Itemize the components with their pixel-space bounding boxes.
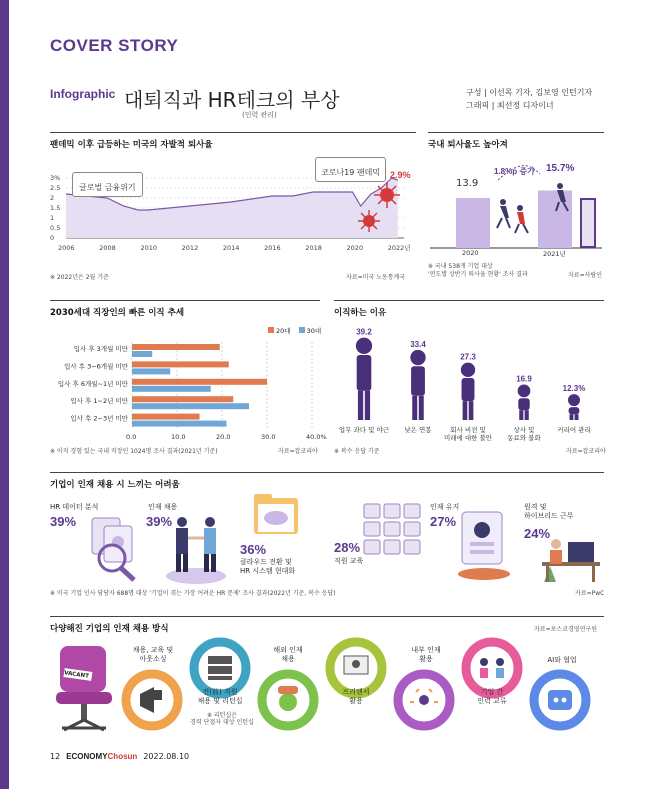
x-tick-label: 20.0 — [216, 433, 231, 441]
globe-chat-icon — [278, 686, 298, 711]
bar-20s — [132, 344, 220, 350]
bar-30s — [132, 403, 249, 409]
divider — [50, 472, 604, 473]
hr-item-pct: 24% — [524, 526, 551, 541]
y-tick-label: 0 — [50, 234, 55, 242]
panel4-note: ※ 복수 응답 기준 — [334, 448, 380, 455]
y-tick-label: 3% — [50, 174, 61, 182]
panel6-source: 자료=포스코경영연구원 — [534, 626, 597, 633]
step-label: 내부 인재 활용 — [411, 646, 441, 663]
person-icon — [356, 338, 372, 420]
y-tick-label: 2 — [50, 194, 55, 202]
x-tick-label: 2022년 — [387, 244, 411, 252]
bar-20s — [132, 396, 233, 402]
cloud-folder-icon — [246, 490, 306, 542]
vacant-chair-icon — [50, 640, 122, 736]
y-tick-label: 1.5 — [50, 204, 61, 212]
panel5-source: 자료=PwC — [575, 590, 605, 597]
bar-30s — [132, 351, 152, 357]
legend-item-30s: 30대 — [299, 326, 322, 335]
hr-item-pct: 28% — [334, 540, 361, 555]
value-label: 12.3% — [562, 384, 586, 394]
bar-2020 — [456, 198, 490, 248]
bar-20s — [132, 379, 267, 385]
credit-line: 그래픽 | 최선정 디자이너 — [466, 101, 554, 110]
hr-item-pct: 36% — [240, 542, 267, 557]
step-label: 전(前) 직원 채용 및 리턴십 — [197, 688, 243, 705]
divider — [428, 132, 604, 133]
y-tick-label: 2.5 — [50, 184, 61, 192]
x-tick-label: 2016 — [264, 244, 281, 252]
panel1-note: ※ 2022년은 2월 기준 — [50, 274, 109, 281]
category-label: 입사 후 2~3년 미만 — [70, 414, 128, 423]
panel2-source: 자료=사람인 — [568, 272, 603, 279]
hr-item-label: HR 데이터 분석 — [50, 503, 99, 511]
divider — [50, 300, 320, 301]
panel2-note — [428, 263, 528, 279]
section-label: COVER STORY — [50, 36, 179, 55]
job-change-chart — [48, 336, 327, 444]
value-label: 16.9 — [516, 374, 532, 384]
person-icon — [518, 385, 531, 420]
note-line: ※ 국내 538개 기업 대상 — [428, 263, 493, 270]
talent-retention-icon — [452, 508, 516, 582]
panel1-title: 팬데믹 이후 급등하는 미국의 자발적 퇴사율 — [50, 140, 213, 150]
covid-annotation — [315, 157, 386, 182]
bar-value-2021: 15.7% — [546, 163, 575, 174]
category-label: 입사 후 3개월 미만 — [73, 345, 128, 353]
reason-label: 낮은 연봉 — [404, 426, 432, 434]
x-tick-label: 30.0 — [261, 433, 276, 441]
year-2020: 2020 — [462, 249, 479, 257]
last-value: 2.9% — [390, 170, 411, 180]
divider — [50, 132, 416, 133]
hr-item-label: 원격 및 하이브리드 근무 — [524, 503, 574, 520]
data-analysis-icon — [82, 512, 146, 586]
page-number: 12 — [50, 752, 61, 761]
server-icon — [208, 656, 232, 680]
bar-20s — [132, 414, 200, 420]
panel4-title: 이직하는 이유 — [334, 308, 387, 318]
page-subtitle: (인력 관리) — [242, 111, 277, 119]
x-tick-label: 2006 — [58, 244, 75, 252]
hr-item-label: 인재 유지 — [430, 503, 460, 511]
bar-30s — [132, 386, 211, 392]
value-label: 39.2 — [356, 327, 372, 337]
panel2-title: 국내 퇴사율도 높아져 — [428, 140, 508, 150]
hr-item-pct: 39% — [50, 514, 77, 529]
credit-line: 구성 | 이선목 기자, 김보영 인턴기자 — [466, 88, 593, 97]
panel6-title: 다양해진 기업의 인재 채용 방식 — [50, 624, 169, 634]
reasons-labels — [334, 426, 606, 446]
online-learning-icon — [360, 500, 430, 560]
bar-20s — [132, 361, 229, 367]
bar-30s — [132, 368, 170, 374]
step-label: 해외 인재 채용 — [273, 646, 303, 663]
bar-30s — [132, 421, 227, 427]
panel3-title: 2030세대 직장인의 빠른 이직 추세 — [50, 308, 185, 318]
step-label: AI와 협업 — [547, 656, 577, 664]
panel3-source: 자료=잡코리아 — [278, 448, 318, 455]
value-label: 33.4 — [410, 339, 426, 349]
category-label: 입사 후 6개월~1년 미만 — [57, 379, 128, 388]
hr-item-label: 클라우드 전환 및 HR 시스템 현대화 — [240, 558, 296, 575]
infographic-label: Infographic — [50, 87, 116, 101]
hr-item-pct: 39% — [146, 514, 173, 529]
person-icon — [461, 363, 475, 420]
footer — [50, 752, 189, 761]
issue-date: 2022.08.10 — [143, 752, 190, 761]
divider — [334, 300, 604, 301]
brand: ECONOMYChosun — [66, 752, 138, 761]
reason-label: 회사 비전 및 미래에 대한 불안 — [443, 426, 493, 442]
reasons-chart — [334, 320, 606, 426]
divider — [50, 616, 604, 617]
x-tick-label: 2020 — [346, 244, 364, 252]
x-tick-label: 40.0% — [306, 433, 327, 441]
handshake-icon — [160, 512, 232, 586]
panel3-note: ※ 이직 경험 있는 국내 직장인 1024명 조사 결과(2021년 기준) — [50, 448, 218, 455]
legend-item-20s: 20대 — [268, 326, 291, 335]
panel4-source: 자료=잡코리아 — [566, 448, 606, 455]
virus-icon — [372, 180, 402, 210]
y-tick-label: 1 — [50, 214, 55, 222]
page-spine — [0, 0, 9, 789]
hr-item-pct: 27% — [430, 514, 457, 529]
x-tick-label: 2012 — [181, 244, 199, 252]
gfc-annotation — [72, 172, 143, 197]
year-2021: 2021년 — [543, 250, 566, 258]
person-icon — [410, 350, 425, 420]
step-label: 기업 간 인력 교류 — [477, 688, 507, 705]
category-label: 입사 후 3~6개월 미만 — [64, 362, 128, 371]
increase-label: 1.8%p 증가 — [494, 167, 535, 176]
bar-2021 — [538, 190, 572, 248]
virus-icon — [356, 208, 382, 234]
value-label: 27.3 — [460, 352, 476, 362]
x-tick-label: 10.0 — [171, 433, 186, 441]
remote-work-icon — [538, 532, 604, 586]
page-title: 대퇴직과 HR테크의 부상 — [124, 88, 340, 112]
ai-icon — [548, 690, 572, 710]
step-label: 프리랜서 활용 — [342, 688, 370, 705]
x-tick-label: 0.0 — [126, 433, 137, 441]
x-tick-label: 2018 — [305, 244, 322, 252]
freelancer-icon — [344, 656, 368, 674]
x-tick-label: 2008 — [99, 244, 116, 252]
reason-label: 커리어 관리 — [557, 426, 591, 434]
panel5-title: 기업이 인재 채용 시 느끼는 어려움 — [50, 480, 180, 490]
y-tick-label: 0.5 — [50, 224, 61, 232]
reason-label: 업무 과다 및 야근 — [338, 426, 390, 434]
legend — [268, 326, 321, 335]
hr-item-label: 인재 채용 — [148, 503, 178, 511]
reason-label: 상사 및 동료와 불화 — [507, 426, 541, 442]
bar-value-2020: 13.9 — [456, 178, 479, 189]
panel1-source: 자료=미국 노동통계국 — [346, 274, 406, 281]
gfc-label: 글로벌 금융위기 — [79, 183, 136, 192]
x-tick-label: 2010 — [140, 244, 157, 252]
step-label: 채용, 교육 및 아웃소싱 — [132, 646, 174, 663]
credits — [466, 86, 592, 112]
panel5-note: ※ 미국 기업 인사 담당자 688명 대상 '기업이 겪는 가장 어려운 HR 문제' 조사 결과(2022년 기준, 복수 응답) — [50, 590, 336, 597]
covid-label: 코로나19 팬데믹 — [321, 168, 381, 177]
vacant-sign: VACANT — [63, 670, 90, 680]
x-tick-label: 2014 — [222, 244, 240, 252]
note-line: '연도별 상반기 퇴사율 현황' 조사 결과 — [428, 271, 528, 278]
returnship-note: ※ 리턴십은 경력 단절자 대상 인턴십 — [190, 712, 254, 726]
person-icon — [568, 394, 580, 420]
hr-item-label: 직원 교육 — [334, 557, 364, 565]
category-label: 입사 후 1~2년 미만 — [70, 397, 128, 406]
